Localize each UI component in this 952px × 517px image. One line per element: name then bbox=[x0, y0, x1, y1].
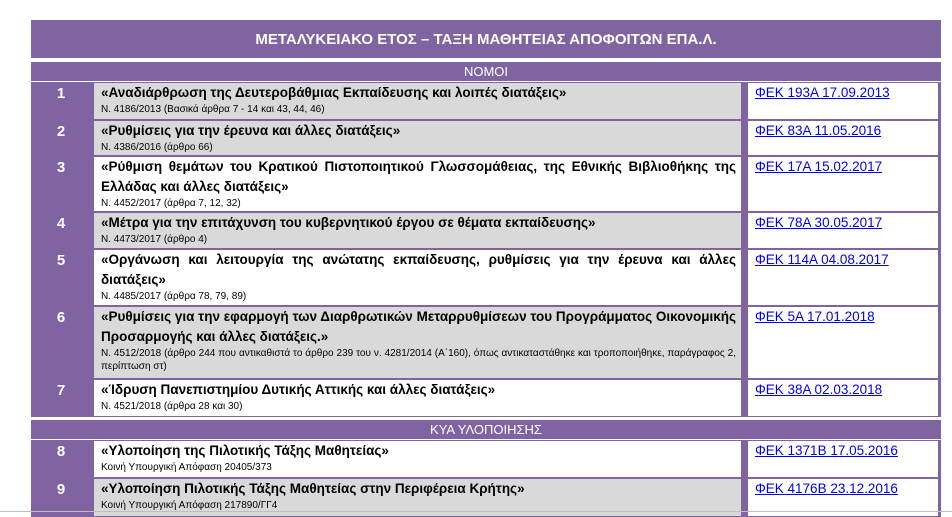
fek-cell bbox=[748, 213, 938, 248]
table-row bbox=[31, 120, 941, 156]
fek-link[interactable]: ΦΕΚ 5Α 17.01.2018 bbox=[755, 309, 875, 324]
row-content bbox=[94, 441, 741, 477]
legislation-table bbox=[31, 0, 941, 517]
table-row bbox=[31, 379, 941, 417]
fek-link[interactable]: ΦΕΚ 17Α 15.02.2017 bbox=[755, 159, 883, 174]
row-content bbox=[94, 83, 741, 119]
fek-link[interactable]: ΦΕΚ 114Α 04.08.2017 bbox=[755, 252, 889, 267]
row-content bbox=[94, 157, 741, 211]
table-row bbox=[31, 440, 941, 478]
law-reference: Ν. 4485/2017 (άρθρα 78, 79, 89) bbox=[101, 291, 247, 302]
law-reference: Ν. 4512/2018 (άρθρο 244 που αντικαθιστά το άρθρο 239 του ν. 4281/2014 (Α΄160), όπως αντικαταστάθηκε και τροποποιήθηκε, παράγραφος 2, περίπτωση στ) bbox=[101, 348, 736, 372]
row-number: 5 bbox=[56, 252, 66, 269]
fek-cell bbox=[748, 250, 938, 305]
row-number: 4 bbox=[56, 215, 66, 232]
table-row bbox=[31, 212, 941, 249]
row-content bbox=[94, 380, 741, 416]
law-reference: Ν. 4186/2013 (Βασικά άρθρα 7 - 14 και 43, 44, 46) bbox=[101, 104, 325, 115]
fek-cell bbox=[748, 380, 938, 416]
law-title: «Αναδιάρθρωση της Δευτεροβάθμιας Εκπαίδευσης και λοιπές διατάξεις» bbox=[101, 85, 567, 100]
fek-cell bbox=[748, 157, 938, 211]
law-title: «Υλοποίηση της Πιλοτικής Τάξης Μαθητείας» bbox=[101, 443, 389, 458]
table-title: ΜΕΤΑΛΥΚΕΙΑΚΟ ΕΤΟΣ – ΤΑΞΗ ΜΑΘΗΤΕΙΑΣ ΑΠΟΦΟΙΤΩΝ ΕΠΑ.Λ. bbox=[31, 20, 941, 58]
law-title: «Ρύθμιση θεμάτων του Κρατικού Πιστοποιητικού Γλωσσομάθειας, της Εθνικής Βιβλιοθήκης της Ελλάδας και άλλες διατάξεις» bbox=[101, 159, 736, 194]
row-content bbox=[94, 121, 741, 155]
fek-link[interactable]: ΦΕΚ 83Α 11.05.2016 bbox=[755, 123, 882, 138]
row-number: 6 bbox=[56, 309, 66, 326]
row-content bbox=[94, 213, 741, 248]
fek-link[interactable]: ΦΕΚ 38Α 02.03.2018 bbox=[755, 382, 883, 397]
table-row bbox=[31, 306, 941, 379]
fek-cell bbox=[748, 307, 938, 378]
fek-link[interactable]: ΦΕΚ 193Α 17.09.2013 bbox=[755, 85, 890, 100]
law-reference: Κοινή Υπουργική Απόφαση 20405/373 bbox=[101, 462, 272, 473]
row-number: 9 bbox=[56, 481, 66, 498]
law-title: «Ίδρυση Πανεπιστημίου Δυτικής Αττικής και άλλες διατάξεις» bbox=[101, 382, 496, 397]
law-reference: Ν. 4452/2017 (άρθρα 7, 12, 32) bbox=[101, 198, 241, 209]
row-number: 2 bbox=[56, 123, 66, 140]
fek-cell bbox=[748, 83, 938, 119]
law-title: «Υλοποίηση Πιλοτικής Τάξης Μαθητείας στην Περιφέρεια Κρήτης» bbox=[101, 481, 525, 496]
page-edge-divider bbox=[0, 511, 952, 512]
law-title: «Ρυθμίσεις για την έρευνα και άλλες διατάξεις» bbox=[101, 123, 401, 138]
row-content bbox=[94, 250, 741, 305]
law-title: «Οργάνωση και λειτουργία της ανώτατης εκπαίδευσης, ρυθμίσεις για την έρευνα και άλλες διατάξεις» bbox=[101, 252, 736, 287]
section-header-kya: ΚΥΑ ΥΛΟΠΟΙΗΣΗΣ bbox=[31, 420, 941, 439]
row-content bbox=[94, 307, 741, 378]
fek-cell bbox=[748, 441, 938, 477]
row-number: 1 bbox=[56, 85, 66, 102]
law-reference: Ν. 4386/2016 (άρθρο 66) bbox=[101, 142, 213, 153]
law-reference: Ν. 4521/2018 (άρθρα 28 και 30) bbox=[101, 401, 243, 412]
law-title: «Ρυθμίσεις για την εφαρμογή των Διαρθρωτικών Μεταρρυθμίσεων του Προγράμματος Οικονομικής Προσαρμογής και άλλες διατάξεις.» bbox=[101, 309, 736, 344]
law-title: «Μέτρα για την επιτάχυνση του κυβερνητικού έργου σε θέματα εκπαίδευσης» bbox=[101, 215, 596, 230]
law-reference: Κοινή Υπουργική Απόφαση 217890/ΓΓ4 bbox=[101, 500, 278, 511]
table-row bbox=[31, 249, 941, 306]
fek-link[interactable]: ΦΕΚ 4176Β 23.12.2016 bbox=[755, 481, 898, 496]
fek-link[interactable]: ΦΕΚ 1371Β 17.05.2016 bbox=[755, 443, 898, 458]
row-number: 3 bbox=[56, 159, 66, 176]
table-row bbox=[31, 156, 941, 212]
fek-link[interactable]: ΦΕΚ 78Α 30.05.2017 bbox=[755, 215, 883, 230]
table-row bbox=[31, 82, 941, 120]
fek-cell bbox=[748, 121, 938, 155]
row-number: 7 bbox=[56, 382, 66, 399]
section-header-laws: ΝΟΜΟΙ bbox=[31, 62, 941, 81]
law-reference: Ν. 4473/2017 (άρθρο 4) bbox=[101, 234, 208, 245]
row-number: 8 bbox=[56, 443, 66, 460]
